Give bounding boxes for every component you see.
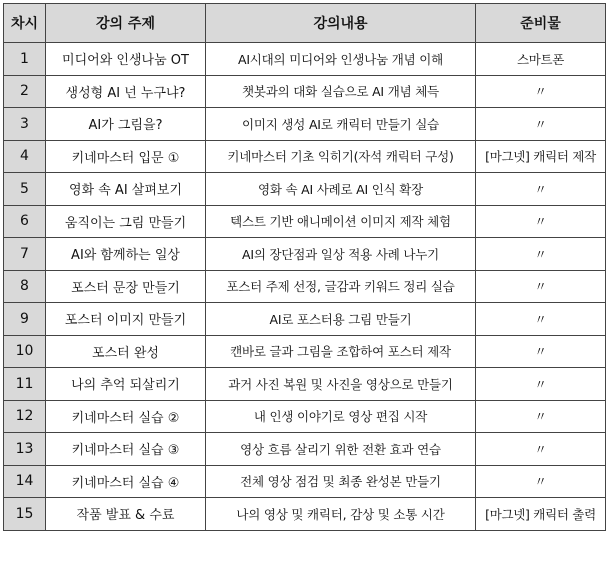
materials-cell: 〃 [476, 270, 606, 303]
content-cell: AI로 포스터용 그림 만들기 [206, 303, 476, 336]
lecture-schedule-table [3, 3, 606, 531]
materials-cell: 〃 [476, 108, 606, 141]
materials-cell: 〃 [476, 368, 606, 401]
header-topic: 강의 주제 [46, 4, 206, 43]
materials-cell: 스마트폰 [476, 43, 606, 76]
table-row [4, 498, 606, 531]
header-materials: 준비물 [476, 4, 606, 43]
table-row [4, 335, 606, 368]
session-number-cell: 10 [4, 335, 46, 368]
session-number-cell: 9 [4, 303, 46, 336]
table-row [4, 270, 606, 303]
topic-cell: 생성형 AI 넌 누구냐? [46, 75, 206, 108]
materials-cell: 〃 [476, 433, 606, 466]
session-number-cell: 12 [4, 400, 46, 433]
header-content: 강의내용 [206, 4, 476, 43]
topic-cell: 키네마스터 실습 ② [46, 400, 206, 433]
table-row [4, 238, 606, 271]
session-number-cell: 4 [4, 140, 46, 173]
materials-cell: [마그넷] 캐릭터 제작 [476, 140, 606, 173]
topic-cell: 나의 추억 되살리기 [46, 368, 206, 401]
topic-cell: 작품 발표 & 수료 [46, 498, 206, 531]
materials-cell: [마그넷] 캐릭터 출력 [476, 498, 606, 531]
topic-cell: 포스터 문장 만들기 [46, 270, 206, 303]
materials-cell: 〃 [476, 303, 606, 336]
content-cell: 텍스트 기반 애니메이션 이미지 제작 체험 [206, 205, 476, 238]
content-cell: 캔바로 글과 그림을 조합하여 포스터 제작 [206, 335, 476, 368]
content-cell: 이미지 생성 AI로 캐릭터 만들기 실습 [206, 108, 476, 141]
table-header [4, 4, 606, 43]
session-number-cell: 8 [4, 270, 46, 303]
content-cell: 챗봇과의 대화 실습으로 AI 개념 체득 [206, 75, 476, 108]
topic-cell: 키네마스터 실습 ④ [46, 465, 206, 498]
materials-cell: 〃 [476, 400, 606, 433]
topic-cell: 키네마스터 실습 ③ [46, 433, 206, 466]
topic-cell: 포스터 완성 [46, 335, 206, 368]
session-number-cell: 1 [4, 43, 46, 76]
topic-cell: 영화 속 AI 살펴보기 [46, 173, 206, 206]
content-cell: 영화 속 AI 사례로 AI 인식 확장 [206, 173, 476, 206]
materials-cell: 〃 [476, 173, 606, 206]
topic-cell: 움직이는 그림 만들기 [46, 205, 206, 238]
table-row [4, 140, 606, 173]
table-row [4, 400, 606, 433]
session-number-cell: 14 [4, 465, 46, 498]
topic-cell: 포스터 이미지 만들기 [46, 303, 206, 336]
content-cell: 키네마스터 기초 익히기(자석 캐릭터 구성) [206, 140, 476, 173]
table-row [4, 368, 606, 401]
materials-cell: 〃 [476, 75, 606, 108]
content-cell: 나의 영상 및 캐릭터, 감상 및 소통 시간 [206, 498, 476, 531]
topic-cell: AI가 그림을? [46, 108, 206, 141]
materials-cell: 〃 [476, 238, 606, 271]
table-row [4, 433, 606, 466]
session-number-cell: 5 [4, 173, 46, 206]
topic-cell: 미디어와 인생나눔 OT [46, 43, 206, 76]
materials-cell: 〃 [476, 465, 606, 498]
materials-cell: 〃 [476, 335, 606, 368]
table-row [4, 205, 606, 238]
session-number-cell: 3 [4, 108, 46, 141]
content-cell: 내 인생 이야기로 영상 편집 시작 [206, 400, 476, 433]
materials-cell: 〃 [476, 205, 606, 238]
session-number-cell: 11 [4, 368, 46, 401]
content-cell: 전체 영상 점검 및 최종 완성본 만들기 [206, 465, 476, 498]
table-row [4, 173, 606, 206]
topic-cell: 키네마스터 입문 ① [46, 140, 206, 173]
header-session: 차시 [4, 4, 46, 43]
session-number-cell: 15 [4, 498, 46, 531]
content-cell: AI의 장단점과 일상 적용 사례 나누기 [206, 238, 476, 271]
content-cell: 과거 사진 복원 및 사진을 영상으로 만들기 [206, 368, 476, 401]
content-cell: 영상 흐름 살리기 위한 전환 효과 연습 [206, 433, 476, 466]
session-number-cell: 7 [4, 238, 46, 271]
content-cell: 포스터 주제 선정, 글감과 키워드 정리 실습 [206, 270, 476, 303]
table-row [4, 75, 606, 108]
table-row [4, 465, 606, 498]
table-row [4, 43, 606, 76]
session-number-cell: 6 [4, 205, 46, 238]
topic-cell: AI와 함께하는 일상 [46, 238, 206, 271]
table-body [4, 43, 606, 531]
session-number-cell: 2 [4, 75, 46, 108]
table-row [4, 303, 606, 336]
table-row [4, 108, 606, 141]
session-number-cell: 13 [4, 433, 46, 466]
header-row [4, 4, 606, 43]
content-cell: AI시대의 미디어와 인생나눔 개념 이해 [206, 43, 476, 76]
